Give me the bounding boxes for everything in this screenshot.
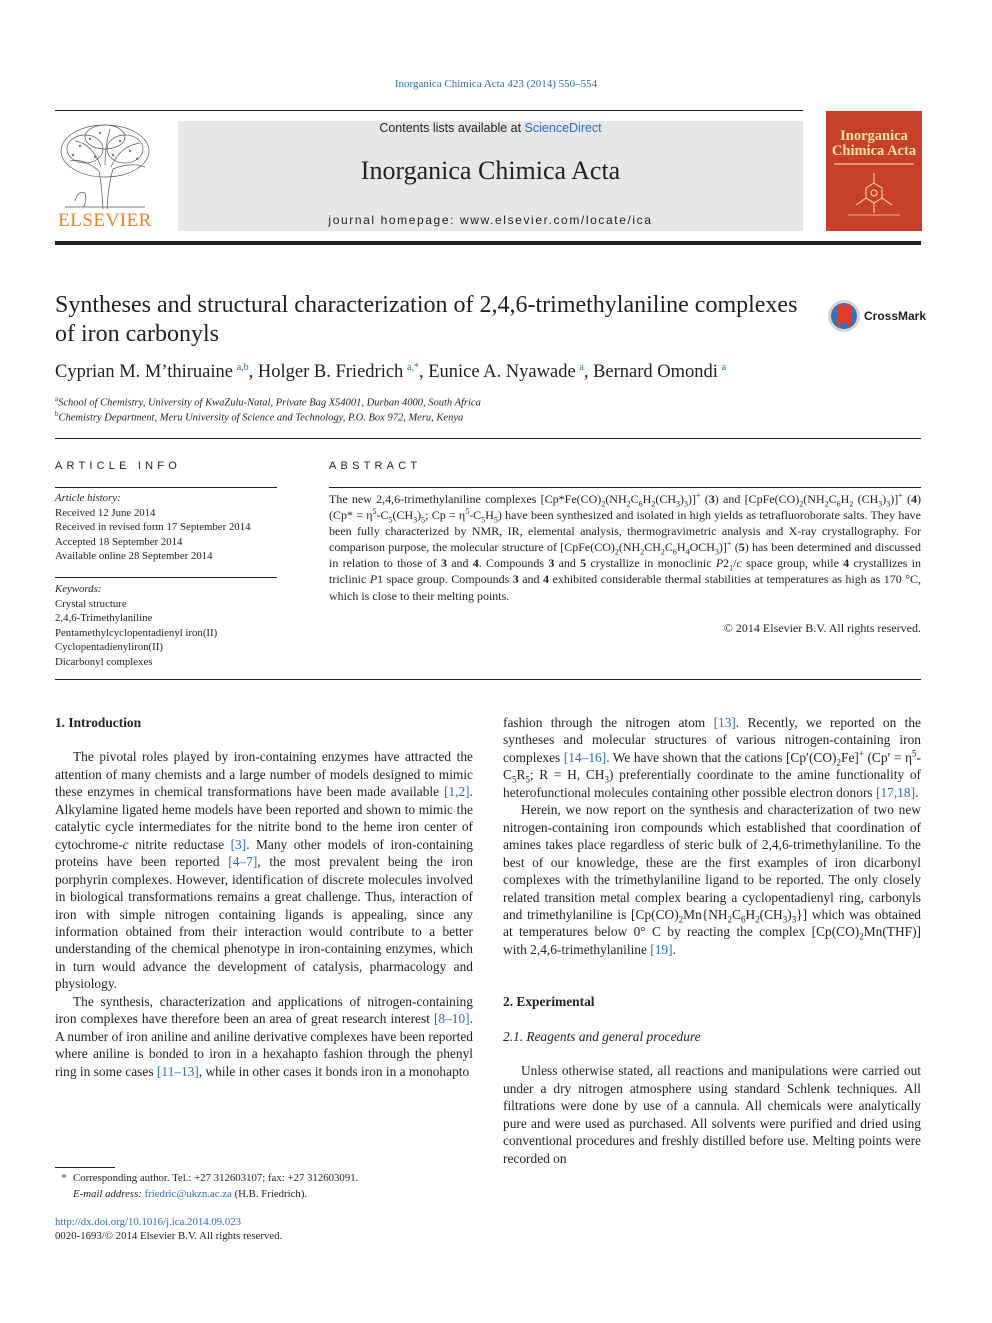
section-heading-introduction: 1. Introduction (55, 715, 142, 730)
keyword-item: Cyclopentadienyliron(II) (55, 641, 163, 653)
keyword-item: Pentamethylcyclopentadienyl iron(II) (55, 626, 218, 639)
author-name[interactable]: Bernard Omondi (593, 362, 718, 383)
intro-paragraph: The pivotal roles played by iron-containing enzymes have attracted the attention of many chemists and a large number of models designed to mimic these enzymes in chemical transformations have been made available [1,2]. Alkylamine ligated heme models have been reported and shown to mimic the catalytic cycle intermediates for the nitrite bond to the heme iron center of cytochrome-c nitrite reductase [3]. Many other models of iron-containing proteins have been reported [4–7], the most prevalent being the iron porphyrin complexes. However, identification of discrete molecules involved in biological transformations remains a great challenge. Thus, interaction of iron with simple nitrogen containing ligands is appealing, since any information obtained from their interaction would contribute to a better understanding of the chemical phenotype in iron-containing enzymes, which in turn would advance the development of catalysis, pharmacology and physiology. (55, 749, 474, 992)
history-item: Accepted 18 September 2014 (55, 535, 183, 548)
author-affiliation-marker[interactable]: a (721, 362, 727, 373)
subsection-heading-reagents: 2.1. Reagents and general procedure (503, 1028, 701, 1044)
issn-copyright: 0020-1693/© 2014 Elsevier B.V. All rights reserved. (55, 1230, 283, 1242)
history-label: Article history: (55, 492, 121, 504)
author-name[interactable]: Cyprian M. M’thiruaine (55, 362, 233, 383)
citation-link[interactable]: [3] (230, 836, 247, 852)
history-item: Available online 28 September 2014 (55, 550, 213, 562)
abstract-heading: ABSTRACT (329, 460, 422, 472)
header-top-rule (55, 110, 803, 111)
affiliation-text: School of Chemistry, University of KwaZulu-Natal, Private Bag X54001, Durban 4000, South Africa (58, 397, 481, 409)
author-list: Cyprian M. M’thiruaine $^{a,b}$, Holger B. Friedrich $^{a,*}$, Eunice A. Nyawade $^a$, Bernard Omondi $^a$ (55, 362, 727, 383)
intro-paragraph-continued: fashion through the nitrogen atom [13]. Recently, we reported on the syntheses and molecular structures of various nitrogen-containing iron complexes [14–16]. We have shown that the cations $[Cp'(CO)_2Fe]^+$ ($Cp' = \eta^5-C_5R_5$; R = H, $CH_3$) preferentially coordinate to the amine functionality of heterofunctional molecules containing other possible electron donors [17,18]. (503, 715, 921, 800)
affiliation-text: Chemistry Department, Meru University of Science and Technology, P.O. Box 972, Meru, Kenya (58, 412, 464, 424)
citation-link[interactable]: [14–16] (563, 749, 607, 765)
keywords-label: Keywords: (55, 583, 102, 595)
author-affiliation-marker[interactable]: a (579, 362, 584, 373)
keyword-item: 2,4,6-Trimethylaniline (55, 612, 153, 624)
citation-link[interactable]: [1,2] (443, 784, 470, 800)
affiliation-b (55, 410, 921, 424)
citation-link[interactable]: [11–13] (156, 1063, 199, 1079)
author-affiliation-marker[interactable]: a,b (236, 362, 249, 373)
email-suffix: (H.B. Friedrich). (234, 1188, 308, 1200)
footnote-email (55, 1186, 485, 1202)
keywords-list (55, 582, 277, 669)
journal-title: Inorganica Chimica Acta (360, 156, 621, 185)
citation-link[interactable]: [13] (713, 715, 736, 730)
keywords-rule (55, 577, 277, 578)
cover-title (826, 129, 922, 159)
affiliation-marker: b (55, 410, 59, 418)
abstract-bottom-rule (55, 679, 921, 680)
citation-link[interactable]: [4–7] (228, 854, 258, 870)
author-name[interactable]: Holger B. Friedrich (257, 362, 404, 383)
right-column (503, 714, 921, 1167)
email-link[interactable]: friedric@ukzn.ac.za (144, 1188, 232, 1200)
footnote-rule (55, 1167, 115, 1168)
history-item: Received in revised form 17 September 2014 (55, 521, 251, 533)
email-label: E-mail address: (73, 1188, 142, 1200)
homepage-prefix: journal homepage: (328, 213, 460, 227)
abstract-rule (329, 487, 921, 488)
cover-title-line1: Inorganica (840, 128, 908, 144)
affiliation-a (55, 395, 921, 409)
keyword-item: Dicarbonyl complexes (55, 655, 153, 668)
history-item: Received 12 June 2014 (55, 506, 156, 519)
author-name[interactable]: Eunice A. Nyawade (428, 362, 576, 383)
section-heading-experimental: 2. Experimental (503, 994, 595, 1010)
citation-link[interactable]: [17,18] (875, 784, 916, 800)
contents-prefix: Contents lists available at (379, 121, 525, 135)
intro-paragraph: The synthesis, characterization and applications of nitrogen-containing iron complexes have therefore been an area of great research interest [8–10]. A number of iron aniline and aniline derivative complexes have been reported where aniline is bonded to iron in a hexahapto fashion through the phenyl ring in some cases [11–13], while in other cases it bonds iron in a monohapto (55, 993, 473, 1079)
author-affiliation-marker[interactable]: a,* (407, 362, 419, 373)
intro-paragraph: Herein, we now report on the synthesis and characterization of two new nitrogen-containing iron compounds which established that coordination of amines takes place regardless of steric bulk of 2,4,6-trimethylaniline. To the best of our knowledge, these are the first examples of iron dicarbonyl complexes with the trimethylaniline ligand to be reported. The only closely related transition metal complex bearing a cyclopentadienyl ring, carbonyls and trimethylaniline is $[Cp(CO)_2Mn\{NH_2C_6H_2(CH_3)_3\}]$ which was obtained at temperatures below 0° C by reacting the complex $[Cp(CO)_2Mn(THF)]$ with 2,4,6-trimethylaniline [19]. (503, 802, 921, 957)
journal-citation[interactable]: Inorganica Chimica Acta 423 (2014) 550–554 (394, 78, 598, 90)
affiliation-rule (55, 438, 921, 439)
corresponding-author-note: Corresponding author. Tel.: +27 312603107; fax: +27 312603091. (73, 1172, 359, 1184)
cover-title-line2: Chimica Acta (831, 143, 917, 159)
cover-molecule-graphic (838, 169, 910, 221)
abstract-copyright: © 2014 Elsevier B.V. All rights reserved. (723, 621, 921, 635)
article-history (55, 491, 277, 564)
footnote-corresponding: * Corresponding author. Tel.: +27 312603107; fax: +27 312603091. (61, 1172, 359, 1184)
journal-homepage (178, 213, 803, 227)
citation-link[interactable]: [8–10] (433, 1011, 470, 1027)
homepage-url[interactable]: www.elsevier.com/locate/ica (459, 213, 653, 227)
journal-cover-image (826, 111, 922, 231)
elsevier-wordmark: ELSEVIER (58, 210, 152, 231)
contents-line (178, 121, 803, 135)
citation-link[interactable]: [19] (650, 941, 673, 957)
keyword-item: Crystal structure (55, 597, 127, 610)
article-info-heading: ARTICLE INFO (55, 460, 181, 472)
crossmark-label[interactable]: CrossMark (864, 309, 927, 323)
left-column (55, 714, 473, 1080)
cover-subtitle-band (826, 162, 922, 169)
affiliation-marker: a (55, 395, 59, 403)
experimental-paragraph: Unless otherwise stated, all reactions and manipulations were carried out under a dry nitrogen atmosphere using standard Schlenk techniques. All filtrations were done by use of a cannula. All chemicals were analytically pure and were used as purchased. All solvents were purified and dried using conventional procedures and freshly distilled before use. Melting points were recorded on (503, 1063, 921, 1166)
sciencedirect-link[interactable]: ScienceDirect (524, 121, 602, 135)
abstract-body: The new 2,4,6-trimethylaniline complexes $[Cp*Fe(CO)_2(NH_2C_6H_2(CH_3)_3)]^+$ (3) and [$CpFe(CO)_2(NH_2C_6H_2$ $(CH_3)_3)]^+$ (4) ($Cp* = \eta^5-C_5(CH_3)_5$; $Cp = \eta^5-C_5H_5$) have been synthesized and isolated in high yields as tetrafluoroborate salts. They have been fully characterized by NMR, IR, elemental analysis, thermogravimetric analysis and X-ray crystallography. For comparison purpose, the molecular structure of $[CpFe(CO)_2(NH_2CH_2C_6H_4OCH_3)]^+$ (5) has been determined and discussed in relation to those of 3 and 4. Compounds 3 and 5 crystallize in monoclinic $P2_1/c$ space group, while 4 crystallizes in triclinic P1 space group. Compounds 3 and 4 exhibited considerable thermal stabilities at temperatures as high as 170 °C, which is close to their melting points. (329, 491, 922, 603)
header-bottom-rule (55, 241, 921, 245)
doi-link[interactable]: http://dx.doi.org/10.1016/j.ica.2014.09.023 (55, 1216, 242, 1228)
article-info-rule (55, 487, 277, 488)
article-title: Syntheses and structural characterization of 2,4,6-trimethylaniline complexes of iron carbonyls (55, 292, 798, 347)
